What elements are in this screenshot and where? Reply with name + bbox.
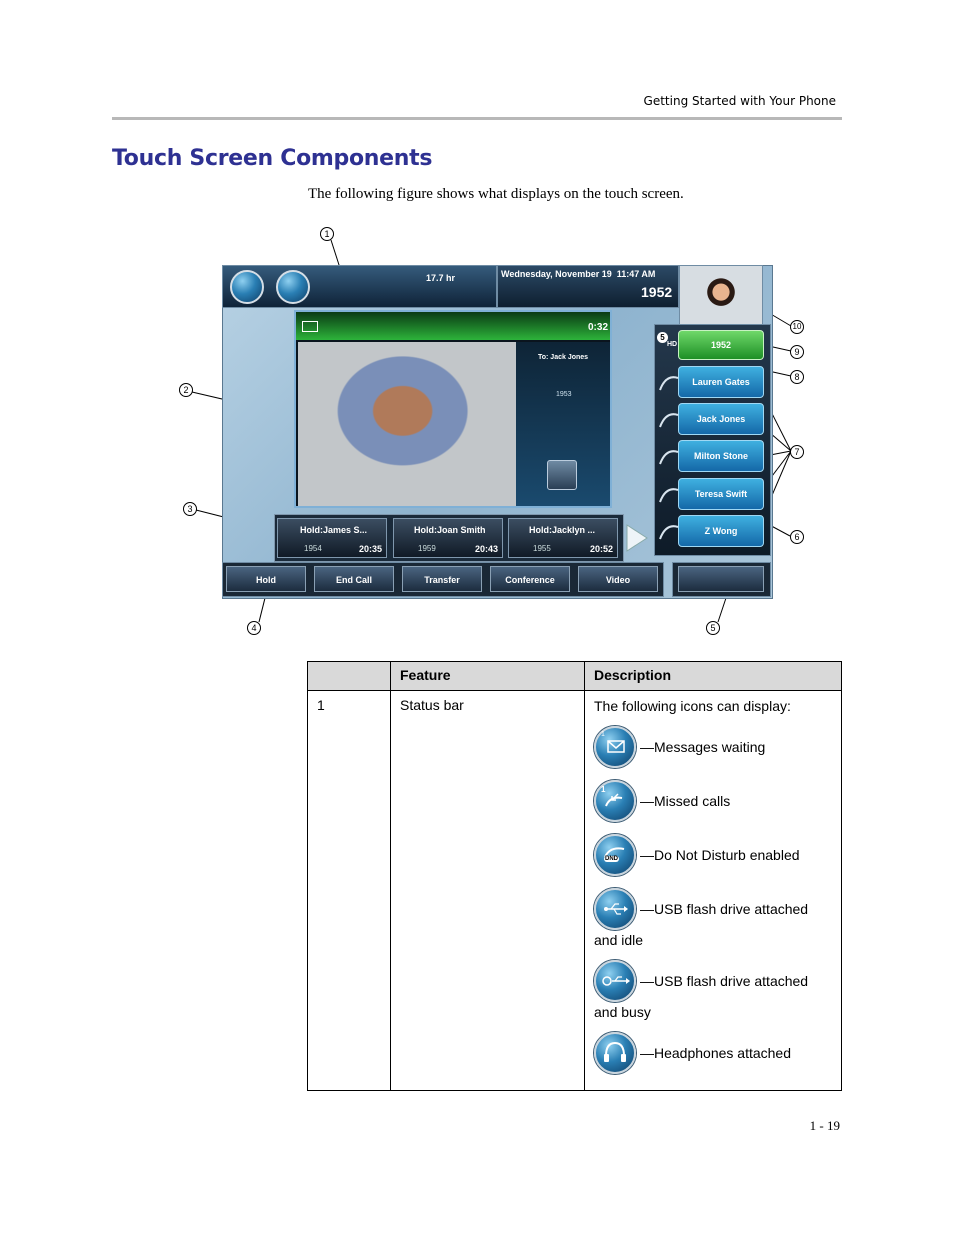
- line-key-z-wong[interactable]: Z Wong: [678, 515, 764, 547]
- usb-busy-icon: [594, 960, 636, 1002]
- missed-calls-status-icon[interactable]: [230, 270, 264, 304]
- soft-key-video[interactable]: Video: [578, 566, 658, 592]
- line-key-jack-jones[interactable]: Jack Jones: [678, 403, 764, 435]
- missed-calls-row: 1 —Missed calls: [594, 780, 832, 822]
- usb-idle-icon: [594, 888, 636, 930]
- handset-icons: [656, 368, 684, 558]
- held-call-2[interactable]: Hold:Joan Smith 1959 20:43: [393, 518, 503, 558]
- usb-idle-row: —USB flash drive attached: [594, 888, 832, 930]
- hd-badge: HD: [667, 341, 678, 348]
- video-camera-icon: [302, 321, 318, 332]
- row-description: [585, 691, 842, 1091]
- video-image: [298, 342, 516, 506]
- usb-busy-row: —USB flash drive attached: [594, 960, 832, 1002]
- soft-key-conference[interactable]: Conference: [490, 566, 570, 592]
- video-number: 1953: [556, 391, 572, 398]
- running-head: Getting Started with Your Phone: [643, 94, 836, 108]
- dnd-icon: DND: [594, 834, 636, 876]
- feature-table: [307, 661, 842, 1091]
- messages-icon: 1: [594, 726, 636, 768]
- col-header-feature: Feature: [391, 662, 585, 691]
- soft-key-end-call[interactable]: End Call: [314, 566, 394, 592]
- line-key-lauren-gates[interactable]: Lauren Gates: [678, 366, 764, 398]
- date-time: Wednesday, November 19 11:47 AM: [501, 269, 656, 279]
- soft-key-transfer[interactable]: Transfer: [402, 566, 482, 592]
- callout-8: 8: [790, 370, 804, 384]
- description-intro: The following icons can display:: [594, 698, 791, 714]
- touch-screen-figure: [170, 220, 820, 645]
- intro-text: The following figure shows what displays on the touch screen.: [308, 186, 684, 202]
- soft-key-hold[interactable]: Hold: [226, 566, 306, 592]
- callout-9: 9: [790, 345, 804, 359]
- next-page-arrow-icon[interactable]: [625, 523, 649, 553]
- headphones-row: —Headphones attached: [594, 1032, 832, 1074]
- callout-2: 2: [179, 383, 193, 397]
- messages-row: 1 —Messages waiting: [594, 726, 832, 768]
- caller-photo: [679, 265, 763, 325]
- video-to: To: Jack Jones: [538, 354, 589, 361]
- section-title: Touch Screen Components: [112, 146, 433, 171]
- page-number: 1 - 19: [809, 1118, 840, 1133]
- usb-idle-continuation: and idle: [594, 932, 644, 948]
- message-count-badge: 5: [657, 332, 668, 343]
- line-key-milton-stone[interactable]: Milton Stone: [678, 440, 764, 472]
- status-timer: 17.7 hr: [426, 273, 456, 283]
- callout-6: 6: [790, 530, 804, 544]
- line-key-primary[interactable]: 1952: [678, 330, 764, 360]
- own-extension: 1952: [641, 284, 673, 300]
- callout-1: 1: [320, 227, 334, 241]
- held-call-1[interactable]: Hold:James S... 1954 20:35: [277, 518, 387, 558]
- video-duration: 0:32: [588, 322, 609, 333]
- callout-3: 3: [183, 502, 197, 516]
- dialpad-icon[interactable]: [547, 460, 577, 490]
- usb-status-icon[interactable]: [276, 270, 310, 304]
- callout-10: 10: [790, 320, 804, 334]
- dnd-row: DND —Do Not Disturb enabled: [594, 834, 832, 876]
- col-header-description: Description: [585, 662, 842, 691]
- header-rule: [112, 117, 842, 120]
- video-top-bar: [296, 312, 610, 340]
- usb-busy-continuation: and busy: [594, 1004, 651, 1020]
- callout-4: 4: [247, 621, 261, 635]
- callout-7: 7: [790, 445, 804, 459]
- callout-5: 5: [706, 621, 720, 635]
- menu-icon[interactable]: [678, 566, 764, 592]
- row-feature: Status bar: [391, 691, 585, 1091]
- line-key-teresa-swift[interactable]: Teresa Swift: [678, 478, 764, 510]
- missed-calls-icon: 1: [594, 780, 636, 822]
- held-call-3[interactable]: Hold:Jacklyn ... 1955 20:52: [508, 518, 618, 558]
- row-number: 1: [308, 691, 391, 1091]
- col-header-number: [308, 662, 391, 691]
- headphones-icon: [594, 1032, 636, 1074]
- table-row: [308, 691, 842, 1091]
- table-header-row: [308, 662, 842, 691]
